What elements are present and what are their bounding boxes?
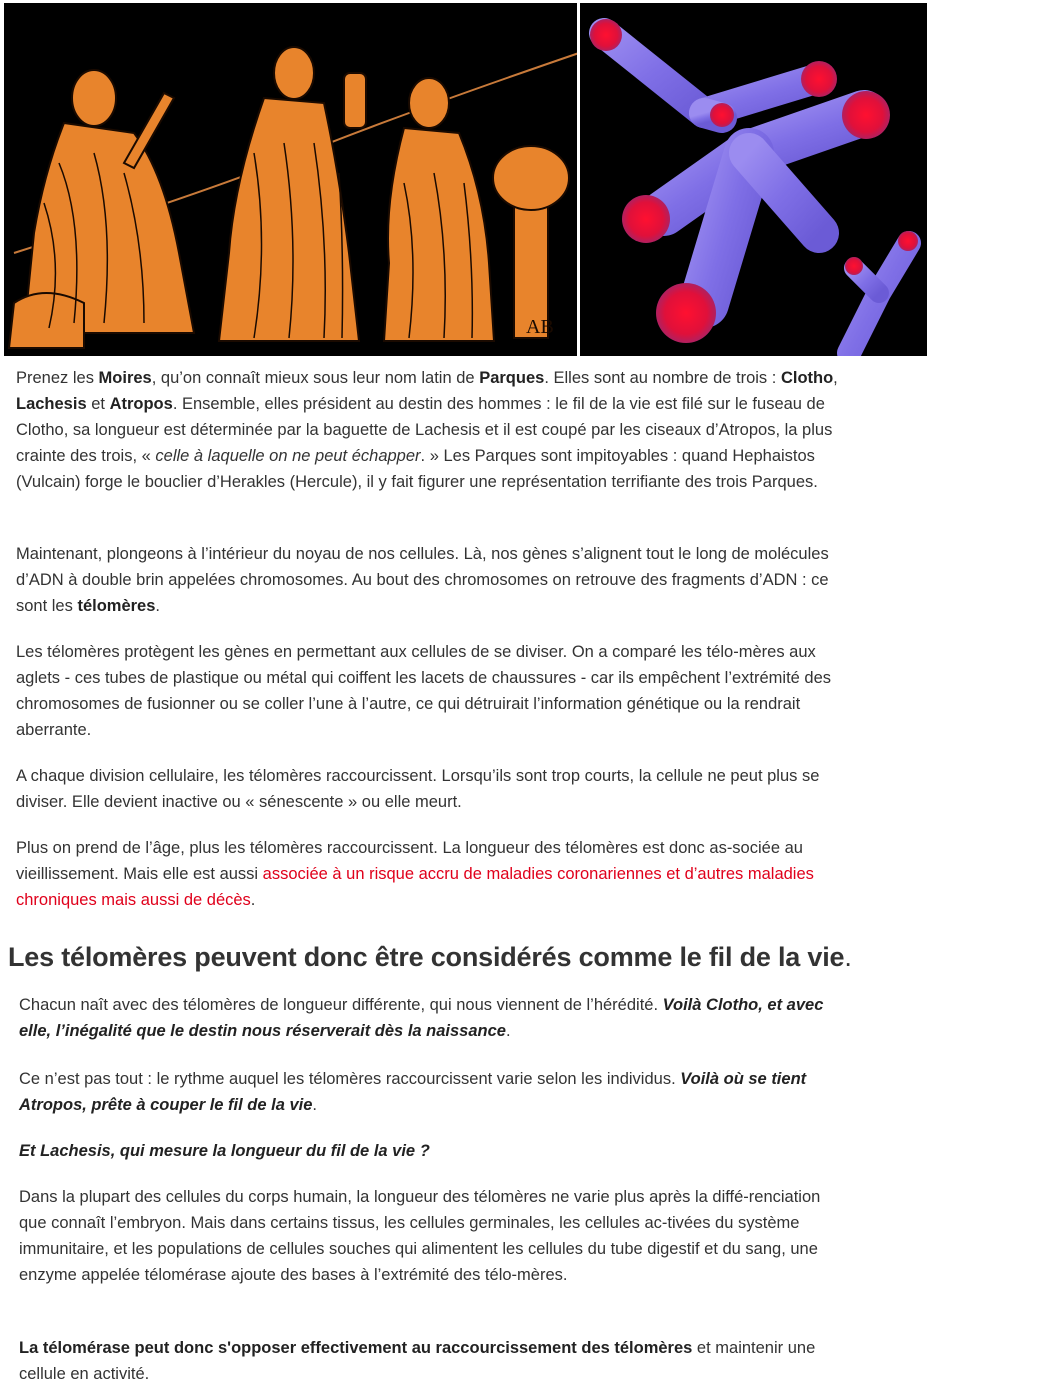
text: . (505, 1022, 511, 1040)
text: Ce n’est pas tout : le rythme auquel les télomères raccourcissent varie selon les individus. (19, 1070, 681, 1088)
quote: celle à laquelle on ne peut échapper (155, 447, 421, 465)
paragraph-lachesis-question: Et Lachesis, qui mesure la longueur du fil de la vie ? (19, 1142, 430, 1160)
term-atropos: Atropos (109, 395, 173, 413)
section-heading (8, 942, 852, 973)
text: . Elles sont au nombre de trois : (544, 369, 781, 387)
text: et (86, 395, 110, 413)
paragraph-division: A chaque division cellulaire, les télomères raccourcissent. Lorsqu’ils sont trop courts, la cellule ne peut plus se diviser. Elle devient inactive ou « sénescente » ou elle meurt. (16, 767, 820, 811)
text: , (833, 369, 838, 387)
paragraph-vieillissement (16, 835, 842, 913)
parques-illustration (4, 3, 579, 356)
text: . (250, 891, 256, 909)
emphasis: Voilà où se tient Atropos, prête à couper le fil de la vie (19, 1070, 807, 1114)
heading-dot: . (844, 942, 852, 972)
term-parques: Parques (479, 369, 545, 387)
text: , qu’on connaît mieux sous leur nom latin de (151, 369, 480, 387)
paragraph-parques (16, 365, 842, 495)
term-moires: Moires (98, 369, 152, 387)
paragraph-clotho (19, 992, 842, 1044)
text: Prenez les (16, 369, 99, 387)
text: . Ensemble, elles président au destin des hommes : le fil de la vie est filé sur le fuseau de Clotho, sa longueur est déterminée par la baguette de Lachesis et il est coupé par les ciseaux d’Atropos, la plus crainte des trois, « (16, 395, 833, 465)
paragraph-conclusion (19, 1335, 842, 1387)
paragraph-aglets: Les télomères protègent les gènes en permettant aux cellules de se diviser. On a comparé les télo-mères aux aglets - ces tubes de plastique ou métal qui coiffent les lacets de chaussures - car ils empêchent l’extrémité des chromosomes de fusionner ou se coller l’une à l’autre, ce qui détruirait l’information génétique ou la rendrait aberrante. (16, 643, 832, 739)
text: Maintenant, plongeons à l’intérieur du noyau de nos cellules. Là, nos gènes s’alignent tout le long de molécules d’ADN à double brin appelées chromosomes. Au bout des chromosomes on retrouve des fragments d’ADN : ce sont les (16, 545, 829, 615)
link-risque-maladies[interactable]: associée à un risque accru de maladies coronariennes et d’autres maladies chroniques mais aussi de décès (16, 865, 814, 909)
text: et maintenir une cellule en activité. (19, 1339, 816, 1383)
heading-text: Les télomères peuvent donc être considérés comme le fil de la vie (8, 942, 845, 972)
chromosome-illustration (581, 3, 927, 356)
monogram: AB (526, 316, 554, 338)
term-telomeres: télomères (77, 597, 156, 615)
term-lachesis: Lachesis (16, 395, 87, 413)
paragraph-atropos (19, 1066, 842, 1118)
text: Plus on prend de l’âge, plus les télomères raccourcissent. La longueur des télomères est donc as-sociée au vieillissement. Mais elle est aussi (16, 839, 803, 883)
text: Chacun naît avec des télomères de longueur différente, qui nous viennent de l’hérédité. (19, 996, 663, 1014)
hero-image (4, 3, 927, 356)
paragraph-telomerase: Dans la plupart des cellules du corps humain, la longueur des télomères ne varie plus après la diffé-renciation que connaît l’embryon. Mais dans certains tissus, les cellules germinales, les cellules ac-tivées du système immunitaire, et les populations de cellules souches qui alimentent les cellules du tube digestif et du sang, une enzyme appelée télomérase ajoute des bases à l’extrémité des télo-mères. (19, 1188, 821, 1284)
term-clotho: Clotho (780, 369, 834, 387)
text: . (155, 597, 161, 615)
emphasis: Voilà Clotho, et avec elle, l’inégalité que le destin nous réserverait dès la naissance (19, 996, 824, 1040)
text: . (312, 1096, 318, 1114)
paragraph-noyau (16, 541, 842, 619)
emphasis: La télomérase peut donc s'opposer effectivement au raccourcissement des télomères (19, 1339, 693, 1357)
text: . » Les Parques sont impitoyables : quand Hephaistos (Vulcain) forge le bouclier d’Herakles (Hercule), il y fait figurer une représentation terrifiante des trois Parques. (16, 447, 818, 491)
